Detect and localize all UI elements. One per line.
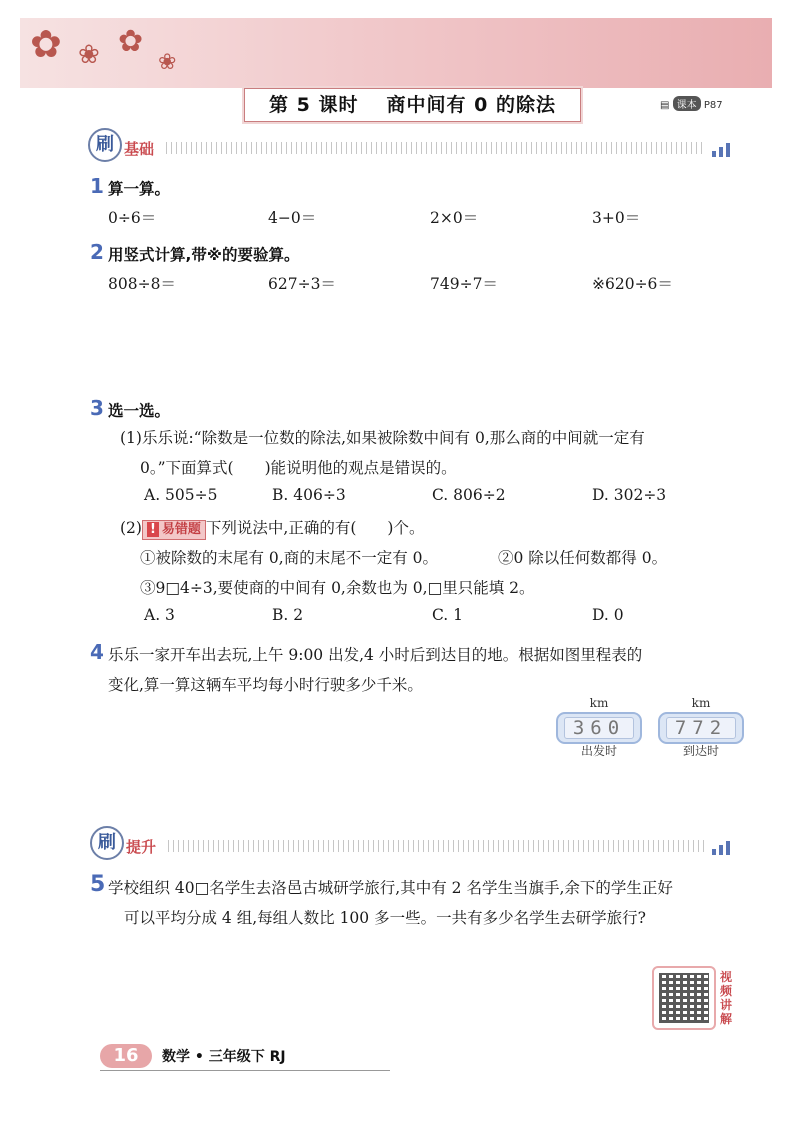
- lesson-title: 商中间有 0 的除法: [386, 94, 556, 116]
- q1-item: 2×0＝: [430, 209, 479, 227]
- q3-part1-line2: 0。”下面算式( )能说明他的观点是错误的。: [140, 459, 457, 477]
- section-divider: [168, 840, 704, 852]
- signal-bars-icon: [712, 836, 733, 852]
- maple-leaf-icon: ❀: [158, 50, 177, 75]
- footer-subject: 数学 • 三年级下 RJ: [162, 1049, 286, 1065]
- question-title: 算一算。: [108, 180, 171, 198]
- question-title: 选一选。: [108, 402, 171, 420]
- page-number: 16: [100, 1044, 152, 1068]
- maple-leaf-icon: ✿: [118, 24, 144, 59]
- odometer-reading: 360: [564, 717, 634, 739]
- question-number: 4: [90, 640, 104, 664]
- question-number: 1: [90, 174, 104, 198]
- q3-part1-option: B. 406÷3: [272, 486, 346, 504]
- odometer-reading: 772: [666, 717, 736, 739]
- footer-divider: [100, 1070, 390, 1071]
- section-label-advanced: 提升: [126, 838, 157, 856]
- q3-part2-option: C. 1: [432, 606, 464, 624]
- q1-item: 4−0＝: [268, 209, 317, 227]
- q1-item: 0÷6＝: [108, 209, 157, 227]
- question-title: 用竖式计算,带※的要验算。: [108, 246, 300, 264]
- odometer-unit: km: [589, 696, 609, 710]
- qr-pattern: [659, 973, 709, 1023]
- q4-line2: 变化,算一算这辆车平均每小时行驶多少千米。: [108, 676, 423, 694]
- q2-item: ※620÷6＝: [592, 275, 673, 293]
- q3-statement: ②0 除以任何数都得 0。: [498, 549, 668, 567]
- q3-part1-line1: (1)乐乐说:“除数是一位数的除法,如果被除数中间有 0,那么商的中间就一定有: [120, 429, 645, 447]
- warning-icon: !: [147, 522, 159, 537]
- lesson-title-box: [244, 88, 581, 122]
- q3-part2-text: 下列说法中,正确的有( )个。: [205, 519, 425, 537]
- q2-item: 749÷7＝: [430, 275, 498, 293]
- question-number: 5: [90, 872, 106, 897]
- odometer-start: [556, 712, 642, 744]
- q5-line2: 可以平均分成 4 组,每组人数比 100 多一些。一共有多少名学生去研学旅行?: [124, 909, 646, 927]
- page-reference: [660, 96, 723, 111]
- page-ref-prefix: 课本: [673, 96, 701, 111]
- question-number: 3: [90, 396, 104, 420]
- q3-part1-option: A. 505÷5: [144, 486, 218, 504]
- question-number: 2: [90, 240, 104, 264]
- q3-part2-option: D. 0: [592, 606, 624, 624]
- qr-code[interactable]: [652, 966, 716, 1030]
- q4-line1: 乐乐一家开车出去玩,上午 9:00 出发,4 小时后到达目的地。根据如图里程表的: [108, 646, 643, 664]
- q1-item: 3+0＝: [592, 209, 641, 227]
- odometer-caption: 出发时: [580, 744, 617, 758]
- odometer-unit: km: [691, 696, 711, 710]
- maple-leaf-icon: ❀: [78, 40, 100, 70]
- odometer-end: [658, 712, 744, 744]
- brush-section-icon: 刷: [90, 826, 124, 860]
- q3-statement: ③9□4÷3,要使商的中间有 0,余数也为 0,□里只能填 2。: [140, 579, 535, 597]
- q3-part1-option: D. 302÷3: [592, 486, 667, 504]
- q2-item: 808÷8＝: [108, 275, 176, 293]
- lesson-label: 第 5 课时: [269, 94, 359, 116]
- q3-part1-option: C. 806÷2: [432, 486, 506, 504]
- q2-item: 627÷3＝: [268, 275, 336, 293]
- badge-label: 易错题: [161, 522, 201, 537]
- section-label-basic: 基础: [124, 140, 155, 158]
- q3-part2-option: A. 3: [144, 606, 175, 624]
- book-icon: ▤: [660, 100, 670, 111]
- signal-bars-icon: [712, 138, 733, 154]
- q3-part2-stem: [120, 516, 424, 540]
- q5-line1: 学校组织 40□名学生去洛邑古城研学旅行,其中有 2 名学生当旗手,余下的学生正好: [108, 879, 673, 897]
- brush-section-icon: 刷: [88, 128, 122, 162]
- page-ref-number: P87: [703, 100, 723, 111]
- error-prone-badge: [142, 520, 206, 540]
- q3-part2-prefix: (2): [120, 519, 142, 537]
- q3-statement: ①被除数的末尾有 0,商的末尾不一定有 0。: [140, 549, 439, 567]
- video-explain-label: 视频讲解: [720, 970, 733, 1026]
- q3-part2-option: B. 2: [272, 606, 304, 624]
- section-divider: [166, 142, 704, 154]
- maple-leaf-icon: ✿: [30, 22, 62, 66]
- odometer-caption: 到达时: [682, 744, 719, 758]
